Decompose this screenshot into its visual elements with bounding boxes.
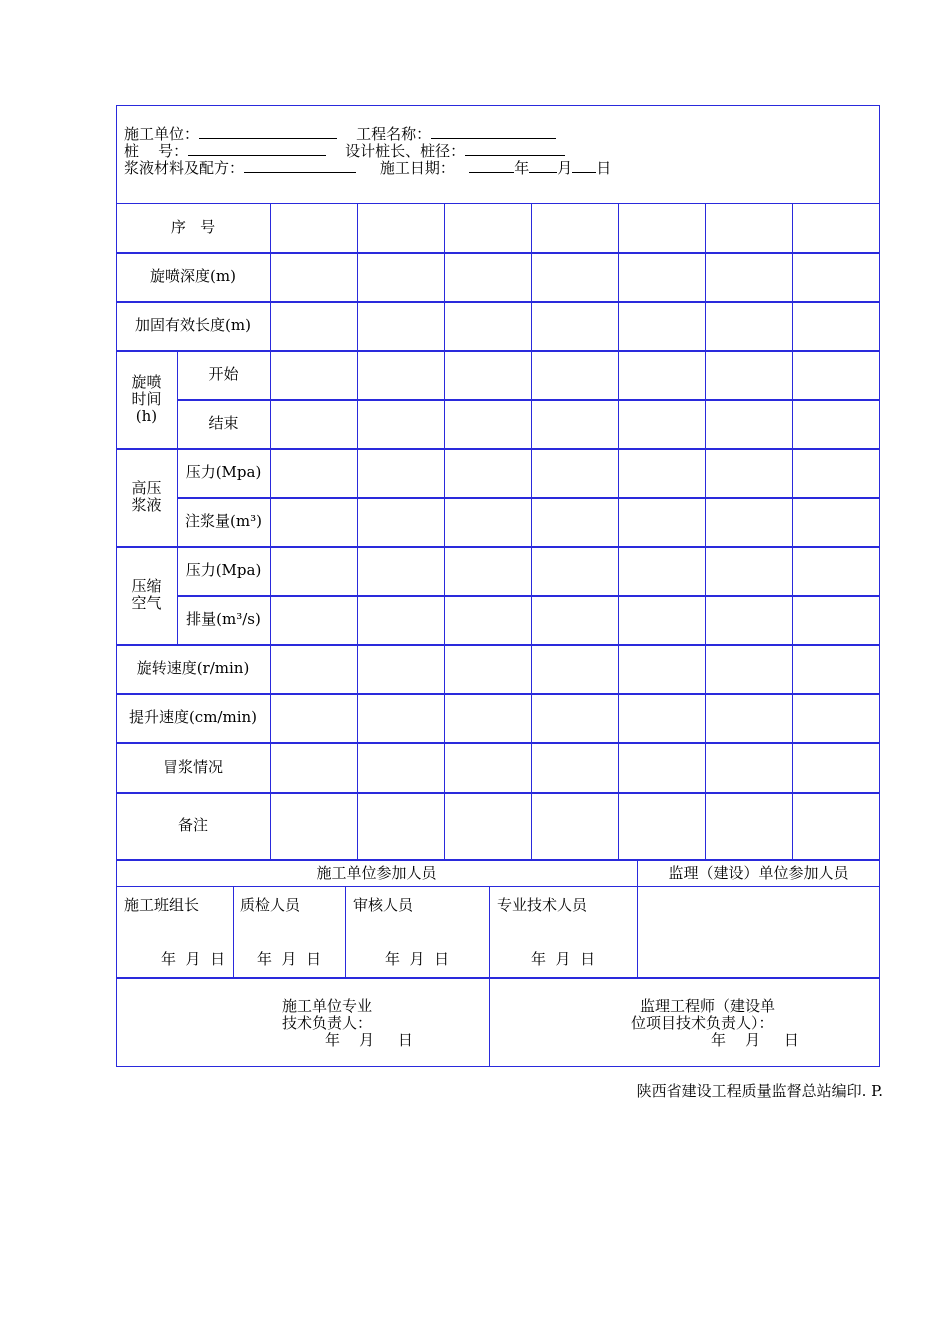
row-label-grout-return: 冒浆情况	[162, 757, 223, 776]
project-label: 工程名称：	[356, 125, 432, 143]
grid-line	[489, 886, 490, 1067]
supervisor-date: 年 月 日	[711, 1031, 799, 1049]
year-input[interactable]	[469, 158, 514, 173]
row-label-remarks: 备注	[177, 816, 208, 834]
inspector-label: 质检人员	[240, 896, 301, 914]
pile-label: 桩 号：	[124, 142, 189, 160]
grid-line	[444, 203, 445, 859]
grid-line	[357, 203, 358, 859]
row-label-start: 开始	[208, 365, 239, 383]
construction-tech-lead-line-1: 施工单位专业	[282, 997, 373, 1015]
row-label-air-pressure: 压力(Mpa)	[185, 561, 262, 579]
row-label-rotation-speed: 旋转速度(r/min)	[136, 659, 250, 677]
row-group-air: 压缩 空气	[131, 577, 162, 612]
day-input[interactable]	[572, 158, 596, 173]
day-label: 日	[596, 159, 612, 177]
reviewer-date: 年 月 日	[385, 950, 450, 968]
unit-input[interactable]	[199, 124, 337, 139]
grid-line	[177, 497, 880, 499]
row-label-slurry-volume: 注浆量(m³)	[185, 512, 262, 530]
supervisor-line-2: 位项目技术负责人）：	[631, 1014, 774, 1032]
reviewer-label: 审核人员	[353, 896, 414, 914]
grid-line	[116, 977, 880, 979]
grid-line	[531, 203, 532, 859]
month-input[interactable]	[529, 158, 557, 173]
year-label: 年	[514, 159, 530, 177]
unit-label: 施工单位：	[124, 125, 200, 143]
row-group-slurry: 高压 浆液	[131, 479, 162, 514]
row-label-end: 结束	[208, 414, 239, 432]
grid-line	[792, 203, 793, 859]
team-leader-label: 施工班组长	[124, 896, 200, 914]
technician-date: 年 月 日	[531, 950, 596, 968]
row-group-time: 旋喷 时间 (h)	[131, 372, 162, 425]
construction-tech-lead-date: 年 月 日	[325, 1031, 413, 1049]
design-input[interactable]	[465, 141, 565, 156]
inspector-date: 年 月 日	[257, 950, 322, 968]
date-label: 施工日期：	[379, 159, 455, 177]
month-label: 月	[557, 159, 573, 177]
row-label-effective-length: 加固有效长度(m)	[135, 316, 251, 334]
grid-line	[270, 203, 271, 859]
grid-line	[233, 886, 234, 977]
header-line-3	[124, 158, 611, 177]
material-label: 浆液材料及配方：	[124, 159, 245, 177]
row-label-slurry-pressure: 压力(Mpa)	[185, 463, 262, 481]
grid-line	[177, 595, 880, 597]
grid-line	[705, 203, 706, 859]
grid-line	[345, 886, 346, 977]
grid-line	[177, 399, 880, 401]
publisher-footer: 陕西省建设工程质量监督总站编印. P.	[636, 1082, 883, 1100]
grid-line	[618, 203, 619, 859]
row-label-depth: 旋喷深度(m)	[150, 267, 236, 285]
construction-tech-lead-line-2: 技术负责人：	[282, 1014, 373, 1032]
supervisor-line-1: 监理工程师（建设单	[640, 997, 776, 1015]
pile-input[interactable]	[188, 141, 326, 156]
supervision-participants-heading: 监理（建设）单位参加人员	[668, 863, 849, 882]
row-label-seq: 序 号	[170, 218, 216, 236]
grid-line	[116, 886, 880, 887]
design-label: 设计桩长、桩径：	[345, 142, 466, 160]
technician-label: 专业技术人员	[497, 896, 588, 914]
row-label-lift-speed: 提升速度(cm/min)	[128, 708, 258, 726]
material-input[interactable]	[244, 158, 356, 173]
team-leader-date: 年 月 日	[161, 950, 226, 968]
row-label-air-discharge: 排量(m³/s)	[186, 610, 261, 628]
construction-participants-heading: 施工单位参加人员	[316, 863, 437, 882]
project-input[interactable]	[431, 124, 556, 139]
